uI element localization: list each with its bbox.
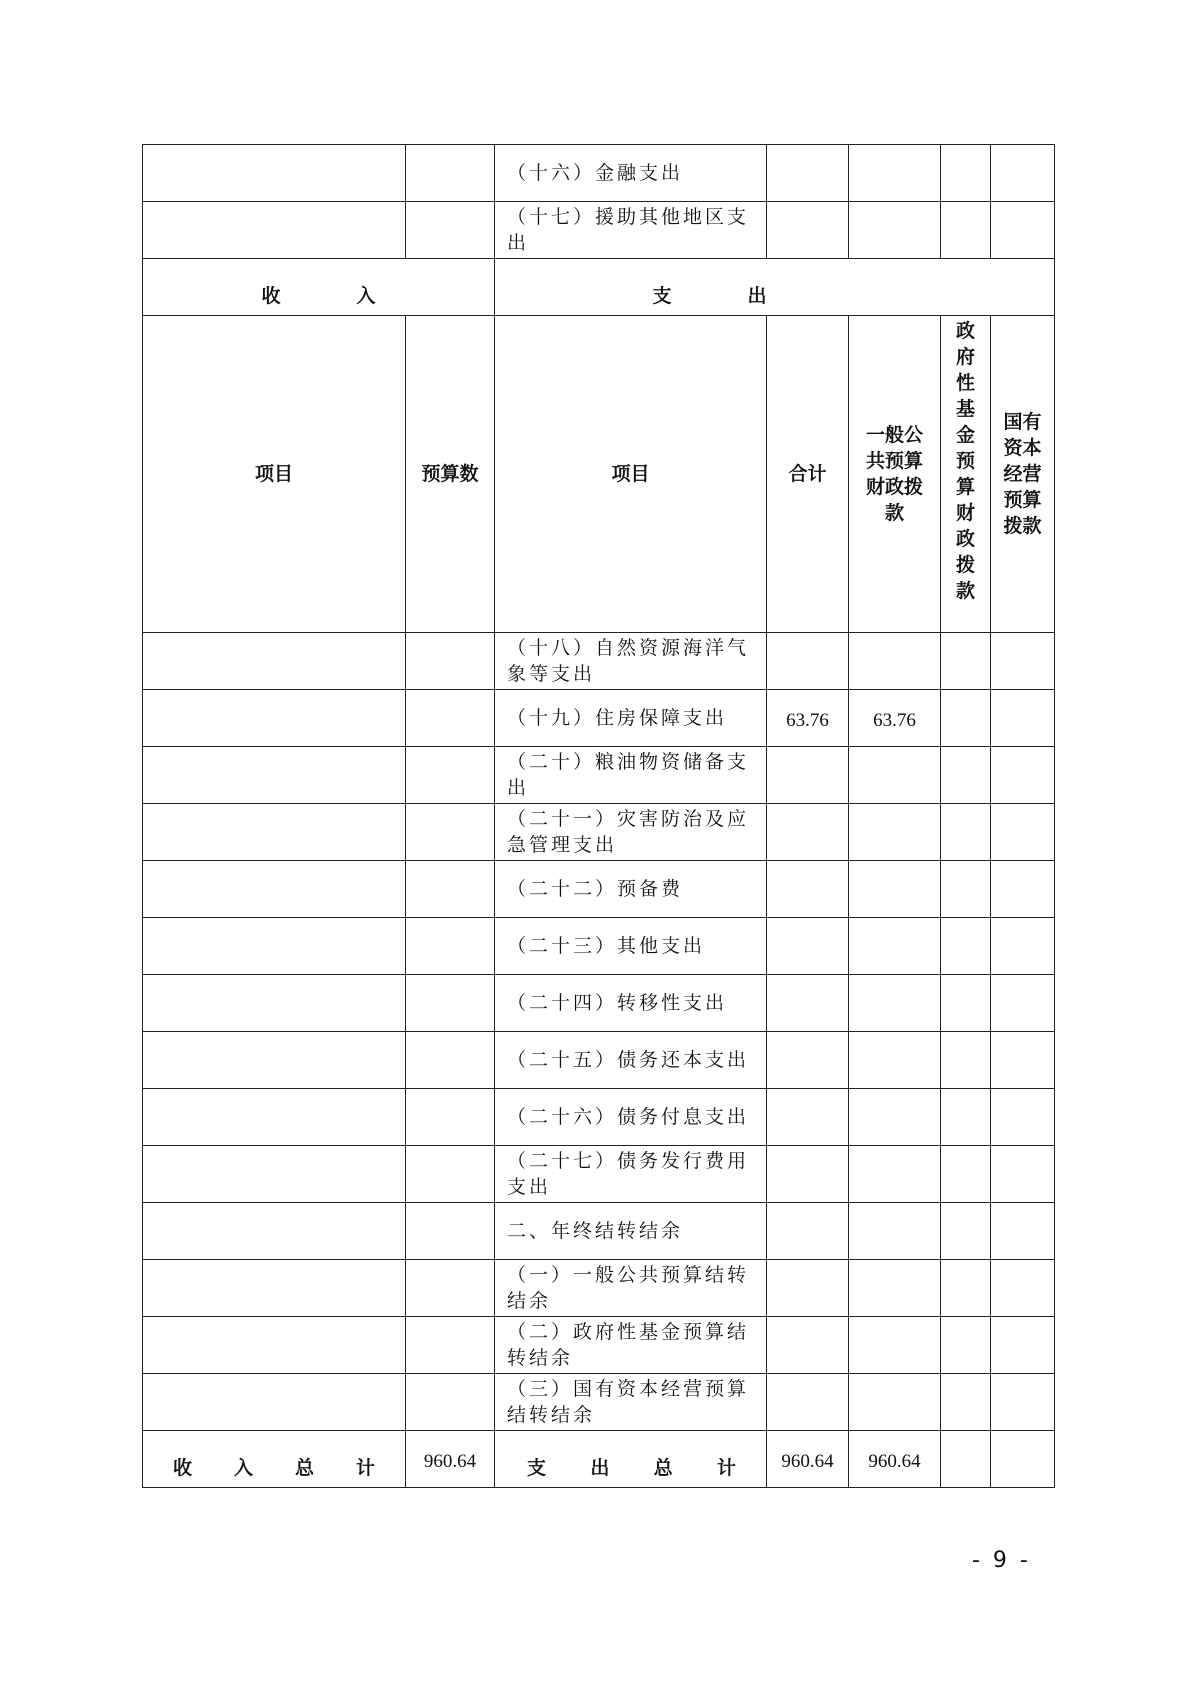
table-row	[143, 918, 1055, 975]
col-gov-fund: 政府性基金预算财政拨款	[941, 316, 991, 633]
expense-total-cell	[767, 1260, 849, 1317]
income-section-header	[143, 259, 495, 316]
expense-total-label-char: 出	[590, 1457, 610, 1479]
expense-total-cell	[767, 633, 849, 690]
income-budget-cell	[406, 747, 495, 804]
income-item-cell	[143, 633, 406, 690]
general-public-cell	[849, 804, 941, 861]
expense-item-cell: （二十二）预备费	[495, 861, 767, 918]
expenditure-section-char: 支	[652, 285, 672, 307]
expense-general-total-value: 960.64	[849, 1431, 941, 1488]
state-capital-cell	[991, 1089, 1055, 1146]
income-budget-cell	[406, 975, 495, 1032]
gov-fund-cell	[941, 1089, 991, 1146]
general-public-cell	[849, 1374, 941, 1431]
general-public-cell	[849, 1089, 941, 1146]
table-row	[143, 975, 1055, 1032]
expenditure-section-header	[495, 259, 1055, 316]
general-public-cell	[849, 633, 941, 690]
state-capital-cell	[991, 1032, 1055, 1089]
general-public-cell: 63.76	[849, 690, 941, 747]
table-row	[143, 861, 1055, 918]
state-capital-cell	[991, 1317, 1055, 1374]
general-public-cell	[849, 975, 941, 1032]
state-capital-cell	[991, 1374, 1055, 1431]
gov-fund-cell	[941, 1374, 991, 1431]
income-item-cell	[143, 1146, 406, 1203]
expense-total-cell	[767, 861, 849, 918]
expense-total-cell	[767, 747, 849, 804]
section-header-row	[143, 259, 1055, 316]
state-capital-cell	[991, 1203, 1055, 1260]
expense-item-cell: （二十五）债务还本支出	[495, 1032, 767, 1089]
gov-fund-cell	[941, 1317, 991, 1374]
general-public-cell	[849, 1146, 941, 1203]
income-budget-cell	[406, 145, 495, 202]
expense-item-cell: （二）政府性基金预算结转结余	[495, 1317, 767, 1374]
gov-fund-cell	[941, 1146, 991, 1203]
income-budget-cell	[406, 1032, 495, 1089]
income-budget-cell	[406, 633, 495, 690]
general-public-cell	[849, 1260, 941, 1317]
table-row	[143, 747, 1055, 804]
col-income-item: 项目	[143, 316, 406, 633]
income-item-cell	[143, 145, 406, 202]
gov-fund-cell	[941, 1203, 991, 1260]
gov-fund-cell	[941, 690, 991, 747]
expense-item-cell: （十六）金融支出	[495, 145, 767, 202]
income-item-cell	[143, 975, 406, 1032]
expense-total-cell: 63.76	[767, 690, 849, 747]
expense-total-cell	[767, 1032, 849, 1089]
expense-total-label-char: 支	[527, 1457, 547, 1479]
income-budget-cell	[406, 1317, 495, 1374]
gov-fund-cell	[941, 804, 991, 861]
gov-fund-cell	[941, 918, 991, 975]
expense-item-cell: （二十六）债务付息支出	[495, 1089, 767, 1146]
expense-item-cell: （十九）住房保障支出	[495, 690, 767, 747]
budget-table	[142, 144, 1055, 1488]
state-capital-cell	[991, 861, 1055, 918]
state-capital-cell	[991, 1260, 1055, 1317]
income-item-cell	[143, 1203, 406, 1260]
gov-fund-cell	[941, 861, 991, 918]
gov-fund-cell	[941, 975, 991, 1032]
income-total-label-char: 总	[294, 1457, 314, 1479]
col-expense-item: 项目	[495, 316, 767, 633]
gov-fund-cell	[941, 1260, 991, 1317]
expense-item-cell: （二十）粮油物资储备支出	[495, 747, 767, 804]
income-item-cell	[143, 202, 406, 259]
expense-total-cell	[767, 1374, 849, 1431]
expense-total-value: 960.64	[767, 1431, 849, 1488]
state-capital-cell	[991, 690, 1055, 747]
table-row	[143, 145, 1055, 202]
expense-total-label	[495, 1431, 767, 1488]
income-budget-cell	[406, 918, 495, 975]
income-budget-cell	[406, 1089, 495, 1146]
income-item-cell	[143, 1317, 406, 1374]
expense-item-cell: 二、年终结转结余	[495, 1203, 767, 1260]
income-item-cell	[143, 861, 406, 918]
income-item-cell	[143, 1032, 406, 1089]
expense-item-cell: （二十三）其他支出	[495, 918, 767, 975]
expense-item-cell: （三）国有资本经营预算结转结余	[495, 1374, 767, 1431]
income-budget-cell	[406, 1146, 495, 1203]
table-row	[143, 202, 1055, 259]
expense-item-cell: （二十一）灾害防治及应急管理支出	[495, 804, 767, 861]
expense-total-cell	[767, 804, 849, 861]
table-row	[143, 1203, 1055, 1260]
expense-item-cell: （一）一般公共预算结转结余	[495, 1260, 767, 1317]
income-total-value: 960.64	[406, 1431, 495, 1488]
page-number: - 9 -	[972, 1548, 1031, 1573]
general-public-cell	[849, 1032, 941, 1089]
table-row	[143, 690, 1055, 747]
state-capital-cell	[991, 804, 1055, 861]
income-budget-cell	[406, 690, 495, 747]
table-row	[143, 1146, 1055, 1203]
state-capital-cell	[991, 975, 1055, 1032]
income-item-cell	[143, 1260, 406, 1317]
expense-total-label-char: 总	[653, 1457, 673, 1479]
income-item-cell	[143, 804, 406, 861]
table-row	[143, 1089, 1055, 1146]
income-budget-cell	[406, 861, 495, 918]
general-public-cell	[849, 861, 941, 918]
income-total-label-char: 入	[233, 1457, 253, 1479]
expense-total-cell	[767, 1317, 849, 1374]
general-public-cell	[849, 1203, 941, 1260]
income-total-label-char: 计	[355, 1457, 375, 1479]
income-item-cell	[143, 1089, 406, 1146]
income-total-label-char: 收	[173, 1457, 193, 1479]
income-item-cell	[143, 747, 406, 804]
income-budget-cell	[406, 804, 495, 861]
general-public-cell	[849, 747, 941, 804]
expense-item-cell: （二十四）转移性支出	[495, 975, 767, 1032]
expense-total-cell	[767, 975, 849, 1032]
income-item-cell	[143, 918, 406, 975]
expense-total-cell	[767, 1089, 849, 1146]
expense-total-label-char: 计	[716, 1457, 736, 1479]
income-section-char: 收	[261, 285, 281, 307]
income-total-label	[143, 1431, 406, 1488]
income-budget-cell	[406, 1260, 495, 1317]
income-budget-cell	[406, 1374, 495, 1431]
table-row	[143, 1374, 1055, 1431]
table-row	[143, 1260, 1055, 1317]
income-budget-cell	[406, 202, 495, 259]
col-income-budget: 预算数	[406, 316, 495, 633]
table-row	[143, 1032, 1055, 1089]
expense-total-cell	[767, 918, 849, 975]
state-capital-cell	[991, 1146, 1055, 1203]
expense-item-cell: （二十七）债务发行费用支出	[495, 1146, 767, 1203]
gov-fund-cell	[941, 747, 991, 804]
state-capital-cell	[991, 633, 1055, 690]
expense-item-cell: （十七）援助其他地区支出	[495, 202, 767, 259]
col-state-capital: 国有资本经营预算拨款	[991, 316, 1055, 633]
state-capital-cell	[991, 747, 1055, 804]
table-row	[143, 1317, 1055, 1374]
totals-row	[143, 1431, 1055, 1488]
general-public-cell	[849, 918, 941, 975]
column-header-row	[143, 316, 1055, 633]
expense-total-cell	[767, 1146, 849, 1203]
col-general-public: 一般公共预算财政拨款	[849, 316, 941, 633]
table-row	[143, 804, 1055, 861]
expenditure-section-char: 出	[747, 285, 767, 307]
gov-fund-cell	[941, 633, 991, 690]
col-expense-total: 合计	[767, 316, 849, 633]
gov-fund-cell	[941, 1032, 991, 1089]
income-budget-cell	[406, 1203, 495, 1260]
income-item-cell	[143, 690, 406, 747]
general-public-cell	[849, 1317, 941, 1374]
income-section-char: 入	[356, 285, 376, 307]
expense-total-cell	[767, 1203, 849, 1260]
income-item-cell	[143, 1374, 406, 1431]
expense-item-cell: （十八）自然资源海洋气象等支出	[495, 633, 767, 690]
state-capital-cell	[991, 918, 1055, 975]
table-row	[143, 633, 1055, 690]
